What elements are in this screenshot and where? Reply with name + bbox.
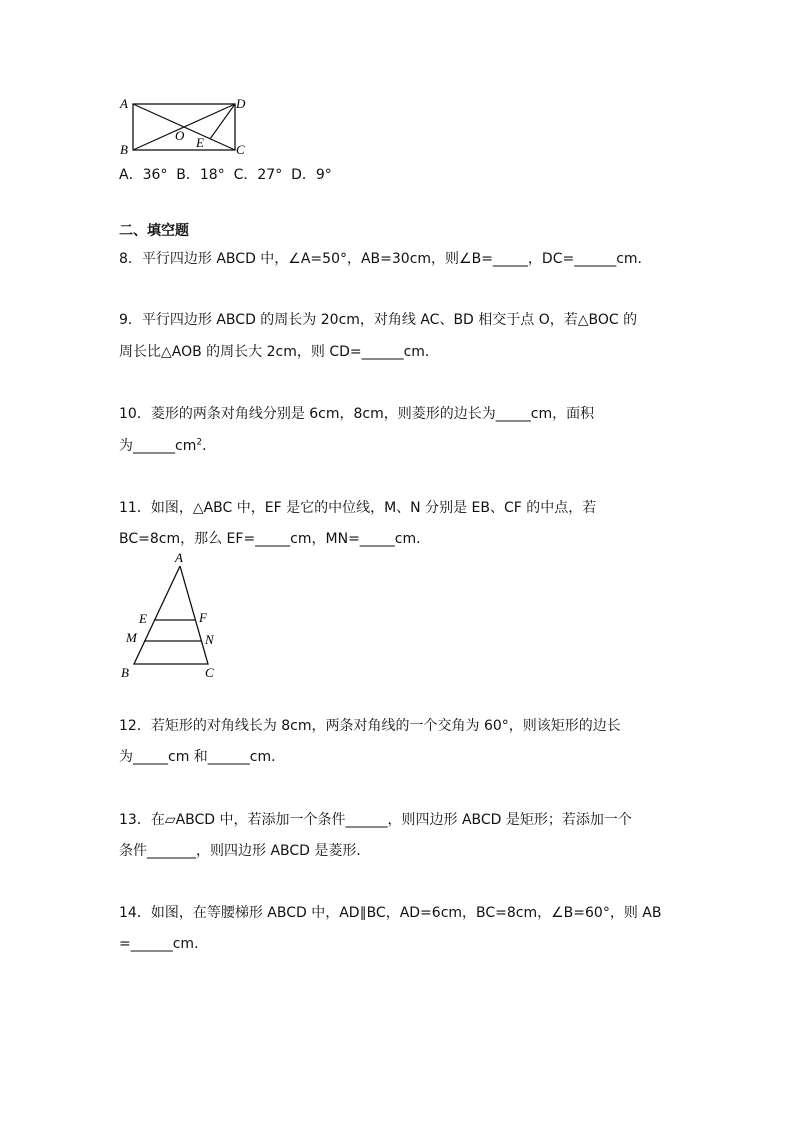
question-14-line-2: =______cm． bbox=[119, 936, 209, 952]
question-9-line-2: 周长比△AOB 的周长大 2cm，则 CD=______cm． bbox=[119, 344, 439, 360]
question-11-line-2: BC=8cm，那么 EF=_____cm，MN=_____cm． bbox=[119, 531, 431, 547]
rectangle-diagram bbox=[110, 92, 260, 158]
question-13-line-2: 条件_______，则四边形 ABCD 是菱形． bbox=[119, 843, 371, 859]
q10-superscript: 2 bbox=[196, 437, 203, 448]
label-a: A bbox=[120, 96, 128, 111]
question-14-line-1: 14．如图，在等腰梯形 ABCD 中，AD∥BC，AD=6cm，BC=8cm，∠B=60°，则 AB bbox=[119, 905, 662, 921]
q10-line-2-text: 为______cm bbox=[119, 438, 197, 454]
question-11-line-1: 11．如图，△ABC 中，EF 是它的中位线，M、N 分别是 EB、CF 的中点，若 bbox=[119, 500, 597, 516]
label-b: B bbox=[121, 665, 129, 680]
label-a: A bbox=[175, 550, 183, 565]
question-8: 8．平行四边形 ABCD 中，∠A=50°，AB=30cm，则∠B=_____，DC=______cm． bbox=[119, 251, 652, 267]
label-e: E bbox=[196, 135, 204, 150]
section-title: 二、填空题 bbox=[119, 223, 189, 239]
label-o: O bbox=[175, 128, 185, 143]
label-c: C bbox=[205, 665, 214, 680]
question-10-line-1: 10．菱形的两条对角线分别是 6cm，8cm，则菱形的边长为_____cm，面积 bbox=[119, 406, 595, 422]
triangle-diagram bbox=[112, 550, 224, 682]
label-e: E bbox=[139, 611, 147, 626]
label-c: C bbox=[236, 142, 245, 157]
question-10-line-2 bbox=[119, 437, 216, 455]
question-12-line-2: 为_____cm 和______cm． bbox=[119, 749, 286, 765]
label-n: N bbox=[205, 632, 214, 647]
label-f: F bbox=[199, 610, 207, 625]
question-13-line-1: 13．在▱ABCD 中，若添加一个条件______，则四边形 ABCD 是矩形；若添加一个 bbox=[119, 812, 632, 828]
question-9-line-1: 9．平行四边形 ABCD 的周长为 20cm，对角线 AC、BD 相交于点 O，若△BOC 的 bbox=[119, 312, 638, 328]
label-m: M bbox=[126, 630, 137, 645]
label-b: B bbox=[120, 142, 128, 157]
question-12-line-1: 12．若矩形的对角线长为 8cm，两条对角线的一个交角为 60°，则该矩形的边长 bbox=[119, 718, 621, 734]
q10-line-2-end: ． bbox=[202, 438, 217, 454]
label-d: D bbox=[236, 96, 246, 111]
q7-options: A．36° B．18° C．27° D．9° bbox=[119, 167, 332, 183]
